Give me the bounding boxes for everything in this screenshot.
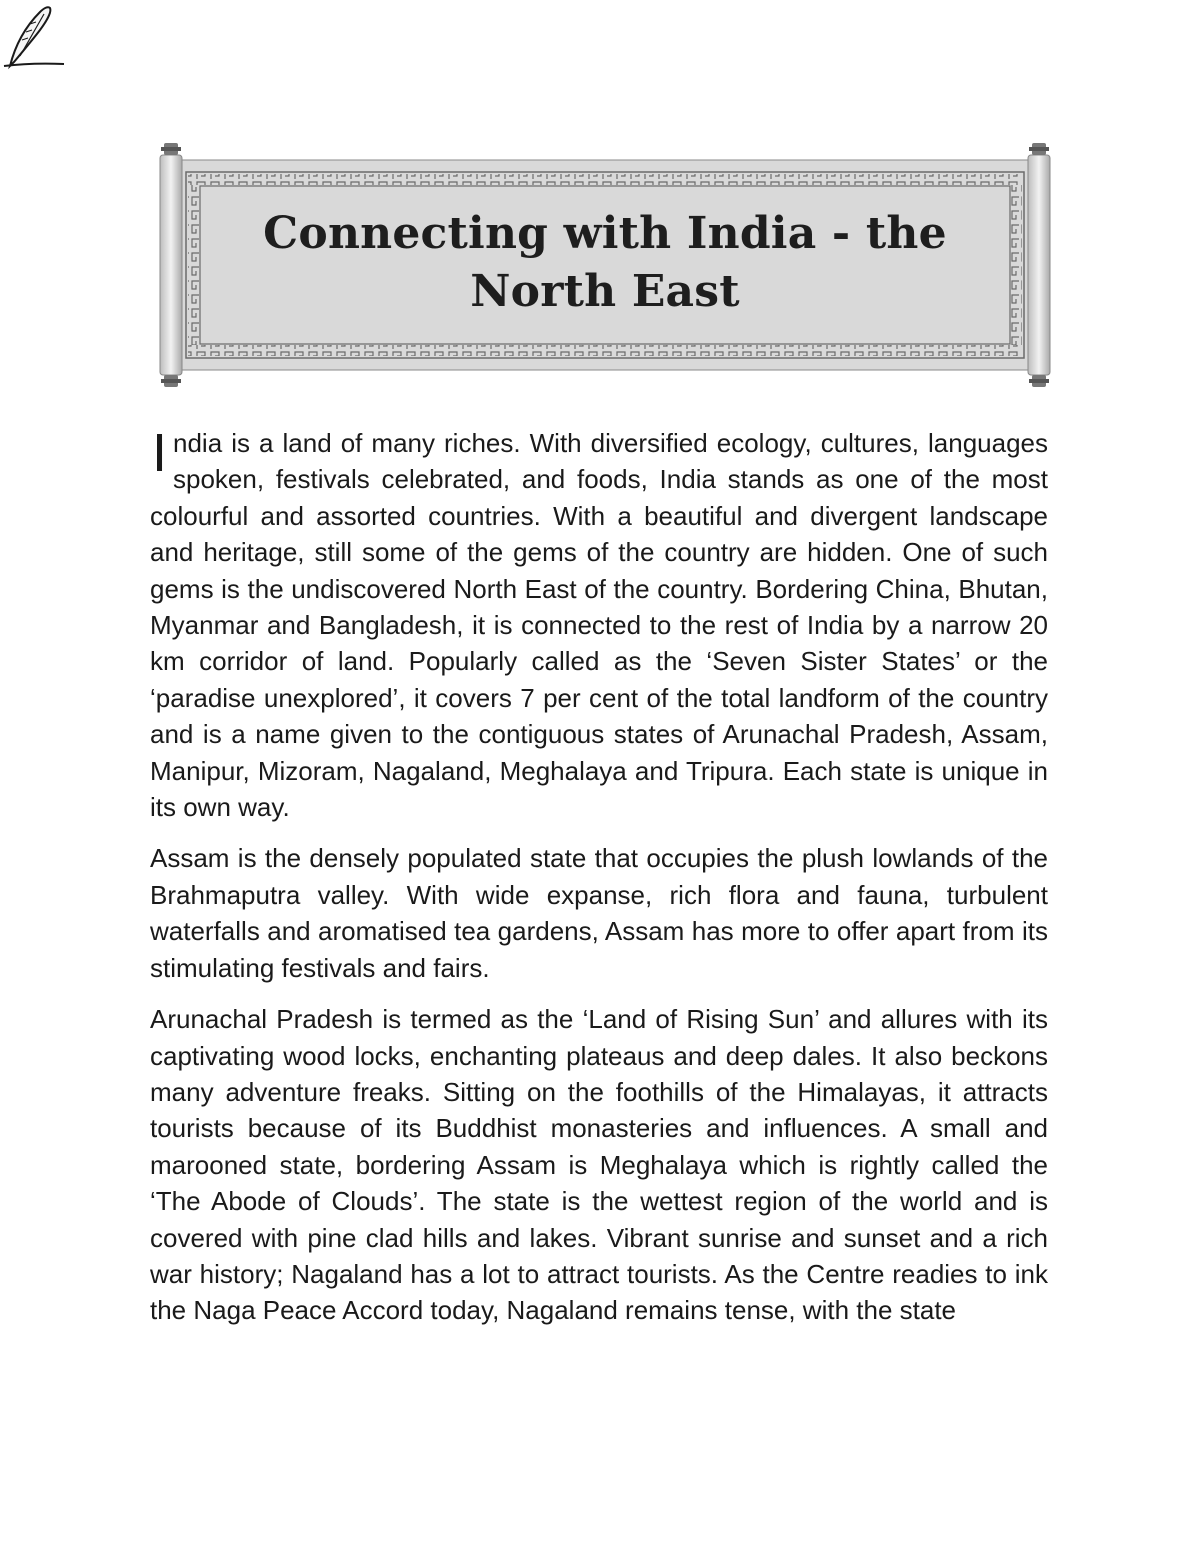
title-banner (0, 0, 1200, 400)
title-line-1: Connecting with India - the (263, 208, 947, 259)
title-line-2: North East (470, 266, 740, 317)
drop-cap: I (152, 423, 168, 483)
paragraph-text: ndia is a land of many riches. With diversified ecology, cultures, languages spoken, festivals celebrated, and foods, India stands as one of the most colourful and assorted countries. With a beautiful and divergent landscape and heritage, still some of the gems of the country are hidden. One of such gems is the undiscovered North East of the country. Bordering China, Bhutan, Myanmar and Bangladesh, it is connected to the rest of India by a narrow 20 km corridor of land. Popularly called as the ‘Seven Sister States’ or the ‘paradise unexplored’, it covers 7 per cent of the total landform of the country and is a name given to the contiguous states of Arunachal Pradesh, Assam, Manipur, Mizoram, Nagaland, Meghalaya and Tripura. Each state is unique in its own way. (150, 428, 1048, 823)
article-body (150, 425, 1048, 1344)
quill-pen-icon (0, 0, 70, 72)
paragraph-assam: Assam is the densely populated state that occupies the plush lowlands of the Brahmaputra valley. With wide expanse, rich flora and fauna, turbulent waterfalls and aromatised tea gardens, Assam has more to offer apart from its stimulating festivals and fairs. (150, 843, 1048, 983)
paragraph-intro (150, 425, 1048, 825)
scroll-frame-graphic (0, 0, 1200, 400)
paragraph-arunachal: Arunachal Pradesh is termed as the ‘Land of Rising Sun’ and allures with its captivating wood locks, enchanting plateaus and deep dales. It also beckons many adventure freaks. Sitting on the foothills of the Himalayas, it attracts tourists because of its Buddhist monasteries and influences. A small and marooned state, bordering Assam is Meghalaya which is rightly called the ‘The Abode of Clouds’. The state is the wettest region of the world and is covered with pine clad hills and lakes. Vibrant sunrise and sunset and a rich war history; Nagaland has a lot to attract tourists. As the Centre readies to ink the Naga Peace Accord today, Nagaland remains tense, with the state (150, 1004, 1048, 1326)
page-title (190, 205, 1020, 321)
